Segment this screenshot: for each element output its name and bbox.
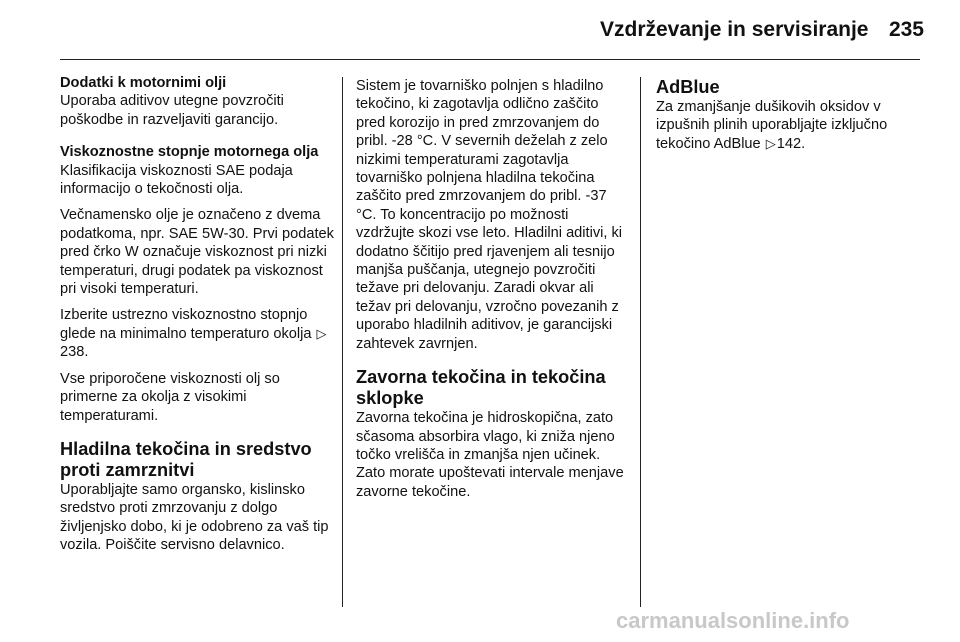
- paragraph-factory-coolant: Sistem je tovarniško polnjen s hladilno tekočino, ki zagotavlja odlično zaščito pred korozijo in pred zmrzovanjem do pribl. -28 °C. V severnih deželah z zelo nizkimi temperaturami zagotavlja tovarniško polnjena hladilna tekočina zaščito pred zmrzovanjem do pribl. -37 °C. To koncentracijo po možnosti vzdržujte skozi vse leto. Hladilni aditivi, ki dodatno ščitijo pred rjavenjem ali tesnijo manjša puščanja, utegnejo povzročiti težave pri delovanju. Zaradi okvar ali težav pri delovanju, vzročno povezanih z uporabo hladilnih aditivov, je garancijski zahtevek zavrnjen.: [356, 78, 623, 352]
- arrow-right-icon: ▷: [316, 325, 327, 341]
- paragraph-brake-fluid: Zavorna tekočina je hidroskopična, zato sčasoma absorbira vlago, ki zniža njeno točko vrelišča in zmanjša njen učinek. Zato morate upoštevati intervale menjave zavorne tekočine.: [356, 410, 624, 500]
- column-right: [656, 77, 924, 161]
- subheading-oil-additives: Dodatki k motornimi olji: [60, 75, 227, 91]
- page-number: 235: [888, 18, 924, 41]
- subheading-viscosity: Viskoznostne stopnje motornega olja: [60, 144, 319, 161]
- adblue-text: Za zmanjšanje dušikovih oksidov v izpušnih plinih uporabljajte izključno tekočino AdBlue: [656, 99, 888, 152]
- paragraph-viscosity-sae: Klasifikacija viskoznosti SAE podaja informacijo o tekočnosti olja.: [60, 162, 293, 198]
- paragraph-multigrade-oil: Večnamensko olje je označeno z dvema podatkoma, npr. SAE 5W-30. Prvi podatek pred črko W označuje viskoznost pri nizki temperaturi, drugi podatek pa viskoznost pri visoki temperaturi.: [60, 207, 334, 298]
- header-divider: [60, 59, 920, 60]
- paragraph-adblue: [656, 98, 924, 153]
- watermark: carmanualsonline.info: [616, 608, 850, 633]
- paragraph-oil-additives: Uporaba aditivov utegne povzročiti poškodbe in razveljaviti garancijo.: [60, 93, 284, 128]
- select-viscosity-text: Izberite ustrezno viskoznostno stopnjo glede na minimalno temperaturo okolja: [60, 307, 312, 342]
- page-header-title: Vzdrževanje in servisiranje: [600, 18, 869, 41]
- heading-brake-clutch-fluid: Zavorna tekočina in tekočina sklopke: [356, 367, 606, 409]
- paragraph-coolant: Uporabljajte samo organsko, kislinsko sredstvo proti zmrzovanju z dolgo življenjsko dobo, ki je odobreno za vaš tip vozila. Poiščite servisno delavnico.: [60, 481, 329, 554]
- paragraph-recommended-viscosities: Vse priporočene viskoznosti olj so primerne za okolja z visokimi temperaturami.: [60, 370, 280, 424]
- paragraph-select-viscosity: [60, 306, 335, 361]
- heading-coolant-antifreeze: Hladilna tekočina in sredstvo proti zamrznitvi: [60, 438, 312, 480]
- arrow-right-icon: ▷: [765, 135, 776, 151]
- column-divider-2: [640, 77, 641, 607]
- page-reference-link[interactable]: 238.: [60, 344, 89, 361]
- column-left: [60, 74, 335, 563]
- page-reference-link[interactable]: 142.: [776, 135, 806, 152]
- column-middle: [356, 77, 628, 509]
- heading-adblue: AdBlue: [656, 77, 720, 97]
- column-divider-1: [342, 77, 343, 607]
